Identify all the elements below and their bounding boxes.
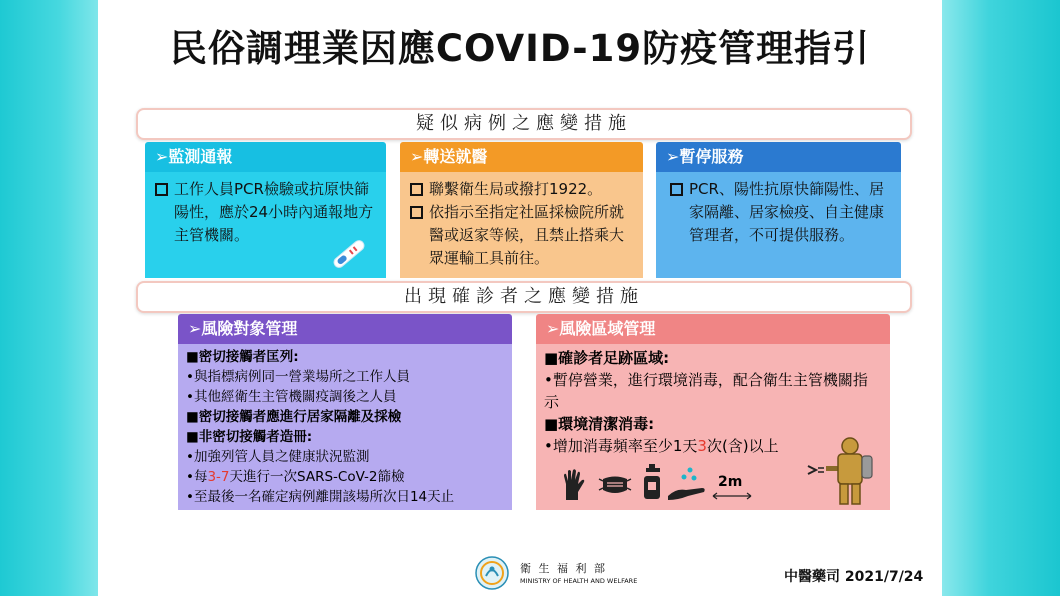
mask-icon	[598, 474, 632, 496]
section-confirmed-cases: 出現確診者之應變措施	[136, 281, 912, 313]
rapid-test-icon	[329, 234, 369, 274]
checkbox-square-icon	[410, 183, 423, 196]
card-risk-area	[536, 314, 890, 510]
card-monitor-report	[145, 142, 386, 278]
bullet-text: 聯繫衛生局或撥打1922。	[429, 180, 603, 198]
gloves-icon	[560, 468, 590, 502]
distance-label: 2m	[718, 474, 743, 490]
hand-wash-icon	[666, 466, 708, 502]
card-transfer-medical	[400, 142, 643, 278]
ministry-name-en: MINISTRY OF HEALTH AND WELFARE	[520, 577, 638, 585]
card-body-risk-area	[536, 344, 890, 510]
text-fragment: •增加消毒頻率至少1天	[544, 437, 698, 455]
card-head-risk-area: ➢風險區域管理	[536, 314, 890, 344]
bullet-item	[410, 178, 633, 201]
highlight-days: 3-7	[207, 469, 230, 485]
card-head-transfer: ➢轉送就醫	[400, 142, 643, 172]
text-fragment: •每	[186, 469, 208, 485]
close-contact-heading: ■密切接觸者匡列:	[186, 349, 299, 365]
card-head-monitor: ➢監測通報	[145, 142, 386, 172]
list-item: •至最後一名確定病例離開該場所次日14天止	[186, 489, 455, 505]
right-background-band	[942, 0, 1060, 596]
disinfection-worker-icon	[804, 436, 878, 506]
left-background-band	[0, 0, 98, 596]
sanitizer-bottle-icon	[642, 464, 662, 500]
list-item: •與指標病例同一營業場所之工作人員	[186, 369, 410, 385]
source-credit: 中醫藥司 2021/7/24	[784, 569, 924, 585]
distance-arrow-icon	[712, 492, 752, 500]
list-item: •加強列管人員之健康狀況監測	[186, 449, 370, 465]
text-fragment: 天進行一次SARS-CoV-2篩檢	[229, 469, 405, 485]
slide	[98, 0, 942, 596]
card-body-suspend	[656, 172, 901, 278]
checkbox-square-icon	[410, 206, 423, 219]
card-body-monitor	[145, 172, 386, 278]
checkbox-square-icon	[155, 183, 168, 196]
highlight-times: 3	[697, 437, 707, 455]
isolation-heading: ■密切接觸者應進行居家隔離及採檢	[186, 409, 402, 425]
ministry-logo-icon	[475, 556, 509, 590]
card-head-risk-people: ➢風險對象管理	[178, 314, 512, 344]
bullet-text: PCR、陽性抗原快篩陽性、居家隔離、居家檢疫、自主健康管理者，不可提供服務。	[689, 180, 885, 244]
card-body-risk-people	[178, 344, 512, 510]
page-title: 民俗調理業因應COVID-19防疫管理指引	[169, 27, 871, 70]
bullet-item	[670, 178, 891, 247]
checkbox-square-icon	[670, 183, 683, 196]
bullet-item	[410, 201, 633, 270]
ministry-name-cn: 衛 生 福 利 部	[520, 562, 607, 575]
list-item: •其他經衛生主管機關疫調後之人員	[186, 389, 397, 405]
list-item: •暫停營業，進行環境消毒，配合衛生主管機關指示	[544, 371, 868, 411]
bullet-text: 依指示至指定社區採檢院所就醫或返家等候，且禁止搭乘大眾運輸工具前往。	[429, 203, 625, 267]
non-close-contact-heading: ■非密切接觸者造冊:	[186, 429, 313, 445]
disinfect-heading: ■環境清潔消毒:	[544, 415, 655, 433]
bullet-text: 工作人員PCR檢驗或抗原快篩陽性，應於24小時內通報地方主管機關。	[174, 180, 374, 244]
list-item	[186, 467, 504, 487]
text-fragment: 次(含)以上	[706, 437, 779, 455]
card-risk-people	[178, 314, 512, 510]
card-body-transfer	[400, 172, 643, 278]
card-suspend-service	[656, 142, 901, 278]
footprint-heading: ■確診者足跡區域:	[544, 349, 670, 367]
card-head-suspend: ➢暫停服務	[656, 142, 901, 172]
section-suspected-cases: 疑似病例之應變措施	[136, 108, 912, 140]
